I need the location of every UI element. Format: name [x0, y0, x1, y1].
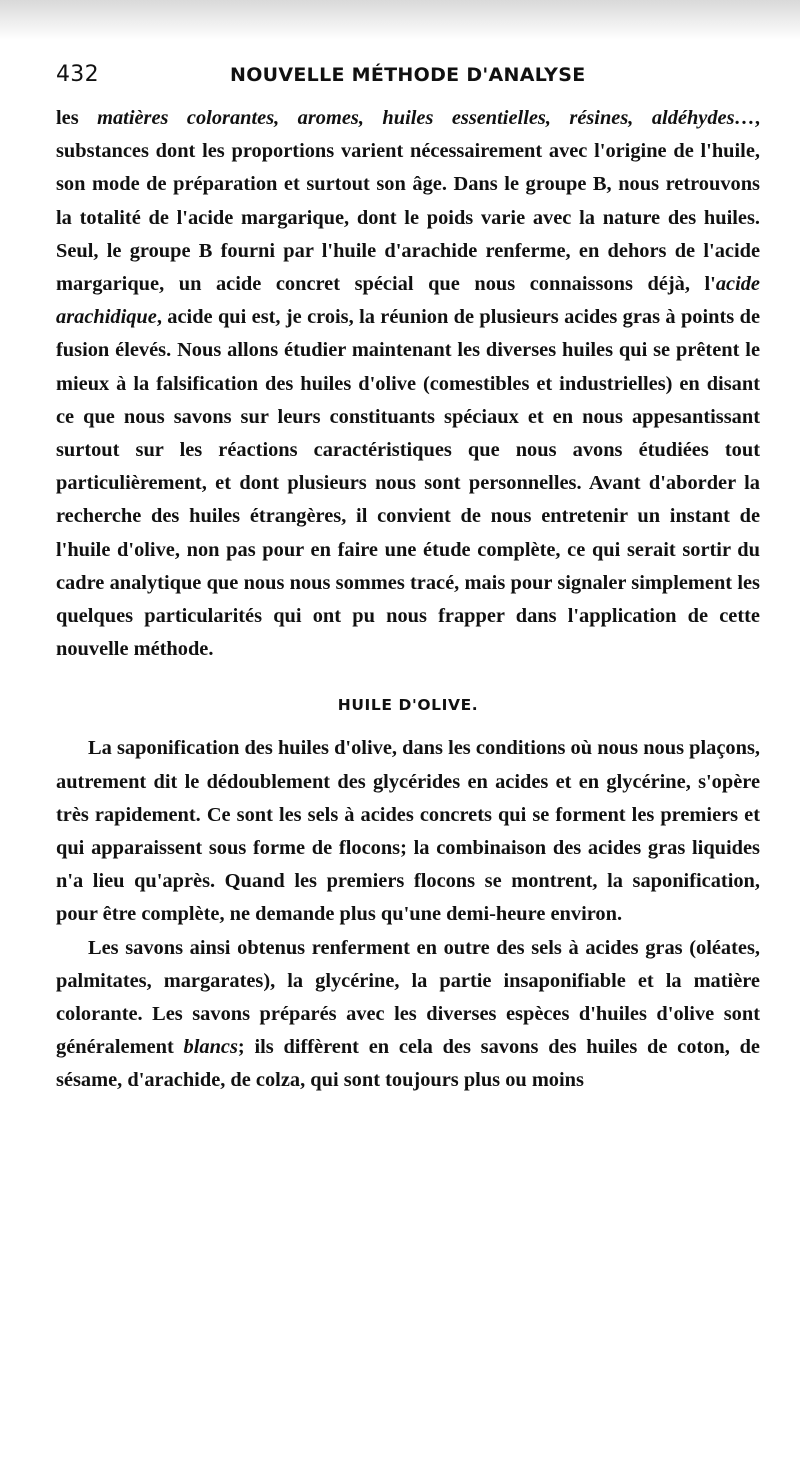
paragraph-3-text: Les savons ainsi obtenus renferment en outre des sels à acides gras (oléates, palmitates, margarates), la glycérine, la partie insaponifiable et la matière colorante. Les savons préparés avec les diverses espèces d'huiles d'olive sont généralement: [56, 936, 760, 1059]
paragraph-1-lead: les: [56, 107, 98, 129]
paragraph-2: La saponification des huiles d'olive, dans les conditions où nous nous plaçons, autrement dit le dédoublement des glycérides en acides et en glycérine, s'opère très rapidement. Ce sont les sels à acides concrets qui se forment les premiers et qui apparaissent sous forme de flocons; la combinaison des acides gras liquides n'a lieu qu'après. Quand les premiers flocons se montrent, la saponification, pour être complète, ne demande plus qu'une demi-heure environ.: [56, 737, 760, 926]
running-title: NOUVELLE MÉTHODE D'ANALYSE: [230, 64, 586, 86]
paragraph-3-text-end: ; ils diffèrent en cela des savons des huiles de coton, de sésame, d'arachide, de colza, qui sont toujours plus ou moins: [56, 1036, 760, 1092]
paragraph-3: [56, 932, 760, 1098]
section-heading: HUILE D'OLIVE.: [337, 696, 479, 715]
running-header: [56, 62, 760, 102]
book-page: [56, 62, 760, 1098]
paragraph-1-italic-list: matières colorantes, aromes, huiles essentielles, résines, aldéhydes…: [97, 107, 755, 129]
paragraph-1-text-end: , acide qui est, je crois, la réunion de plusieurs acides gras à points de fusion élevés. Nous allons étudier maintenant les diverses huiles qui se prêtent le mieux à la falsification des huiles d'olive (comestibles et industrielles) en disant ce que nous savons sur leurs constituants spéciaux et en nous appesantissant surtout sur les réactions caractéristiques que nous avons étudiées tout particulièrement, et dont plusieurs nous sont personnelles. Avant d'aborder la recherche des huiles étrangères, il convient de nous entretenir un instant de l'huile d'olive, non pas pour en faire une étude complète, ce qui serait sortir du cadre analytique que nous nous sommes tracé, mais pour signaler simplement les quelques particularités qui ont pu nous frapper dans l'application de cette nouvelle méthode.: [56, 306, 760, 661]
page-number: 432: [56, 62, 99, 87]
paragraph-3-italic: blancs: [183, 1036, 238, 1059]
page-edge-shadow: [0, 0, 800, 40]
paragraph-1-italic-term: acide arachidique: [56, 273, 760, 329]
paragraph-1-text: , substances dont les proportions varient nécessairement avec l'origine de l'huile, son mode de préparation et surtout son âge. Dans le groupe B, nous retrouvons la totalité de l'acide margarique, dont le poids varie avec la nature des huiles. Seul, le groupe B fourni par l'huile d'arachide renferme, en dehors de l'acide margarique, un acide concret spécial que nous connaissons déjà, l': [56, 107, 761, 296]
paragraph-1: [56, 102, 760, 666]
